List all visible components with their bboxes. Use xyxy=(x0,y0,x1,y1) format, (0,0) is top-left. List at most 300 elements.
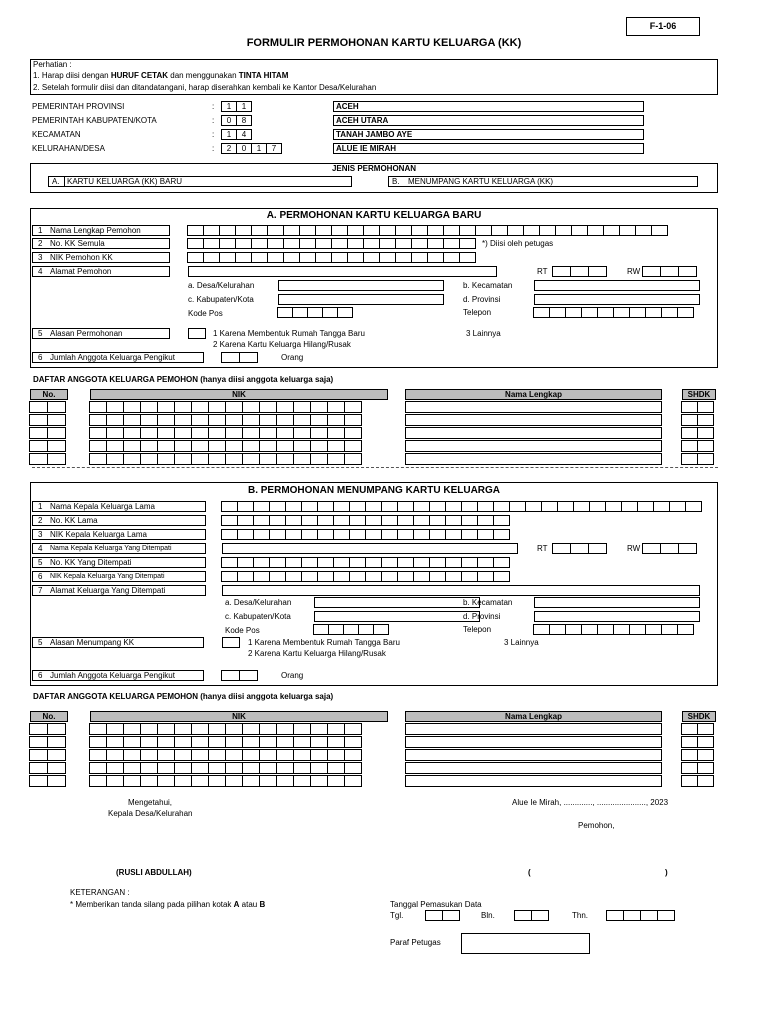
row-no-cells-cell[interactable] xyxy=(47,453,66,465)
row-nik-cells-cell[interactable] xyxy=(157,414,175,426)
nama-kk-lama-cells-cell[interactable] xyxy=(349,501,366,512)
row-nik-cells-cell[interactable] xyxy=(259,440,277,452)
row-nik-cells-cell[interactable] xyxy=(225,453,243,465)
nama-pemohon-cells-cell[interactable] xyxy=(251,225,268,236)
region-code-cell[interactable]: 1 xyxy=(236,101,252,112)
row-nik-cells-cell[interactable] xyxy=(327,453,345,465)
no-kk-semula-cells-cell[interactable] xyxy=(203,238,220,249)
region-code-cell[interactable]: 0 xyxy=(221,115,237,126)
row-nik-cells-cell[interactable] xyxy=(242,736,260,748)
region-code-cell[interactable]: 8 xyxy=(236,115,252,126)
row-nik-cells-cell[interactable] xyxy=(208,401,226,413)
nama-kk-lama-cells-cell[interactable] xyxy=(509,501,526,512)
region-code-cell[interactable]: 0 xyxy=(236,143,252,154)
rt-cells-cell[interactable] xyxy=(570,266,589,277)
rw-cells-cell[interactable] xyxy=(660,543,679,554)
row-nik-cells-cell[interactable] xyxy=(157,453,175,465)
nik-kk-lama-cells-cell[interactable] xyxy=(461,529,478,540)
no-kk-ditempati-cells-cell[interactable] xyxy=(349,557,366,568)
row-nik-cells-cell[interactable] xyxy=(242,440,260,452)
nik-kk-ditempati-cells-cell[interactable] xyxy=(221,571,238,582)
no-kk-lama-cells-cell[interactable] xyxy=(269,515,286,526)
no-kk-ditempati-cells-cell[interactable] xyxy=(333,557,350,568)
row-nik-cells-cell[interactable] xyxy=(208,723,226,735)
row-nik-cells-cell[interactable] xyxy=(157,749,175,761)
no-kk-lama-cells-cell[interactable] xyxy=(301,515,318,526)
no-kk-lama-cells-cell[interactable] xyxy=(461,515,478,526)
kodepos-cells-cell[interactable] xyxy=(307,307,323,318)
row-nik-cells-cell[interactable] xyxy=(123,453,141,465)
nama-pemohon-cells-cell[interactable] xyxy=(603,225,620,236)
row-nik-cells-cell[interactable] xyxy=(242,427,260,439)
row-nik-cells-cell[interactable] xyxy=(242,723,260,735)
row-nik-cells-cell[interactable] xyxy=(140,453,158,465)
telepon-cells-cell[interactable] xyxy=(549,624,566,635)
row-no-cells-cell[interactable] xyxy=(47,723,66,735)
row-nik-cells-cell[interactable] xyxy=(327,775,345,787)
telepon-cells-cell[interactable] xyxy=(581,624,598,635)
row-no-cells-cell[interactable] xyxy=(29,427,48,439)
row-nik-cells-cell[interactable] xyxy=(259,775,277,787)
row-nik-cells-cell[interactable] xyxy=(276,749,294,761)
row-nik-cells-cell[interactable] xyxy=(123,427,141,439)
row-nik-cells-cell[interactable] xyxy=(242,414,260,426)
no-kk-lama-cells-cell[interactable] xyxy=(237,515,254,526)
nama-kk-lama-cells-cell[interactable] xyxy=(317,501,334,512)
desa-field[interactable] xyxy=(278,280,444,291)
telepon-cells-cell[interactable] xyxy=(581,307,598,318)
row-shdk-cells-cell[interactable] xyxy=(697,775,714,787)
row-nik-cells-cell[interactable] xyxy=(276,401,294,413)
telepon-cells-cell[interactable] xyxy=(677,624,694,635)
row-no-cells-cell[interactable] xyxy=(47,401,66,413)
row-nik-cells-cell[interactable] xyxy=(140,762,158,774)
rw-cells-cell[interactable] xyxy=(678,543,697,554)
row-nik-cells-cell[interactable] xyxy=(259,749,277,761)
row-nik-cells-cell[interactable] xyxy=(157,427,175,439)
row-nik-cells-cell[interactable] xyxy=(293,775,311,787)
row-nik-cells-cell[interactable] xyxy=(225,775,243,787)
row-nik-cells-cell[interactable] xyxy=(191,775,209,787)
row-nik-cells-cell[interactable] xyxy=(208,736,226,748)
nama-pemohon-cells-cell[interactable] xyxy=(379,225,396,236)
row-no-cells-cell[interactable] xyxy=(47,775,66,787)
nik-kk-ditempati-cells-cell[interactable] xyxy=(253,571,270,582)
no-kk-ditempati-cells-cell[interactable] xyxy=(285,557,302,568)
row-nik-cells-cell[interactable] xyxy=(259,427,277,439)
telepon-cells-cell[interactable] xyxy=(613,307,630,318)
nama-kk-lama-cells-cell[interactable] xyxy=(589,501,606,512)
row-shdk-cells-cell[interactable] xyxy=(697,440,714,452)
nik-pemohon-cells-cell[interactable] xyxy=(363,252,380,263)
row-nik-cells-cell[interactable] xyxy=(310,453,328,465)
row-nik-cells-cell[interactable] xyxy=(191,401,209,413)
row-nik-cells-cell[interactable] xyxy=(208,427,226,439)
row-nik-cells-cell[interactable] xyxy=(140,414,158,426)
row-nik-cells-cell[interactable] xyxy=(140,749,158,761)
nama-pemohon-cells-cell[interactable] xyxy=(283,225,300,236)
nama-pemohon-cells-cell[interactable] xyxy=(523,225,540,236)
no-kk-semula-cells-cell[interactable] xyxy=(219,238,236,249)
no-kk-ditempati-cells-cell[interactable] xyxy=(413,557,430,568)
nik-pemohon-cells-cell[interactable] xyxy=(283,252,300,263)
alamat-field[interactable] xyxy=(188,266,497,277)
telepon-cells-cell[interactable] xyxy=(677,307,694,318)
row-shdk-cells-cell[interactable] xyxy=(681,723,698,735)
row-shdk-cells-cell[interactable] xyxy=(681,775,698,787)
no-kk-ditempati-cells-cell[interactable] xyxy=(237,557,254,568)
nama-pemohon-cells-cell[interactable] xyxy=(555,225,572,236)
no-kk-lama-cells-cell[interactable] xyxy=(413,515,430,526)
no-kk-lama-cells-cell[interactable] xyxy=(253,515,270,526)
row-nik-cells-cell[interactable] xyxy=(89,775,107,787)
no-kk-semula-cells-cell[interactable] xyxy=(411,238,428,249)
row-nik-cells-cell[interactable] xyxy=(106,401,124,413)
nik-pemohon-cells-cell[interactable] xyxy=(267,252,284,263)
row-nik-cells-cell[interactable] xyxy=(140,775,158,787)
nik-kk-lama-cells-cell[interactable] xyxy=(301,529,318,540)
region-code-cell[interactable]: 7 xyxy=(266,143,282,154)
nama-kk-lama-cells-cell[interactable] xyxy=(573,501,590,512)
row-nik-cells-cell[interactable] xyxy=(191,749,209,761)
nik-pemohon-cells-cell[interactable] xyxy=(203,252,220,263)
no-kk-ditempati-cells-cell[interactable] xyxy=(477,557,494,568)
no-kk-ditempati-cells-cell[interactable] xyxy=(221,557,238,568)
row-nik-cells-cell[interactable] xyxy=(276,723,294,735)
tgl-cells-cell[interactable] xyxy=(442,910,460,921)
row-nik-cells-cell[interactable] xyxy=(89,414,107,426)
nik-kk-lama-cells-cell[interactable] xyxy=(445,529,462,540)
nama-kk-lama-cells-cell[interactable] xyxy=(477,501,494,512)
nama-kk-lama-cells-cell[interactable] xyxy=(365,501,382,512)
row-nama-field[interactable] xyxy=(405,427,662,439)
no-kk-lama-cells-cell[interactable] xyxy=(285,515,302,526)
nik-pemohon-cells-cell[interactable] xyxy=(379,252,396,263)
row-nik-cells-cell[interactable] xyxy=(344,736,362,748)
kodepos-cells-cell[interactable] xyxy=(322,307,338,318)
row-nik-cells-cell[interactable] xyxy=(174,414,192,426)
row-nik-cells-cell[interactable] xyxy=(157,775,175,787)
nik-kk-ditempati-cells-cell[interactable] xyxy=(429,571,446,582)
nik-kk-lama-cells-cell[interactable] xyxy=(285,529,302,540)
rt-cells-cell[interactable] xyxy=(588,543,607,554)
nama-kk-lama-cells-cell[interactable] xyxy=(301,501,318,512)
nama-kk-lama-cells-cell[interactable] xyxy=(669,501,686,512)
thn-cells-cell[interactable] xyxy=(606,910,624,921)
row-nik-cells-cell[interactable] xyxy=(140,723,158,735)
row-nik-cells-cell[interactable] xyxy=(276,453,294,465)
no-kk-lama-cells-cell[interactable] xyxy=(317,515,334,526)
paraf-box[interactable] xyxy=(461,933,590,954)
row-nik-cells-cell[interactable] xyxy=(106,723,124,735)
row-no-cells-cell[interactable] xyxy=(29,440,48,452)
row-nik-cells-cell[interactable] xyxy=(140,427,158,439)
row-nik-cells-cell[interactable] xyxy=(242,401,260,413)
row-nik-cells-cell[interactable] xyxy=(174,723,192,735)
row-shdk-cells-cell[interactable] xyxy=(697,762,714,774)
nama-kk-lama-cells-cell[interactable] xyxy=(381,501,398,512)
jumlah-cells-cell[interactable] xyxy=(239,352,258,363)
row-shdk-cells-cell[interactable] xyxy=(681,736,698,748)
nama-kk-lama-cells-cell[interactable] xyxy=(253,501,270,512)
no-kk-ditempati-cells-cell[interactable] xyxy=(397,557,414,568)
nama-pemohon-cells-cell[interactable] xyxy=(187,225,204,236)
nama-pemohon-cells-cell[interactable] xyxy=(331,225,348,236)
row-nik-cells-cell[interactable] xyxy=(208,453,226,465)
row-nik-cells-cell[interactable] xyxy=(293,414,311,426)
nama-pemohon-cells-cell[interactable] xyxy=(315,225,332,236)
row-nik-cells-cell[interactable] xyxy=(276,775,294,787)
row-nik-cells-cell[interactable] xyxy=(123,723,141,735)
nama-pemohon-cells-cell[interactable] xyxy=(395,225,412,236)
nama-kk-lama-cells-cell[interactable] xyxy=(653,501,670,512)
row-nik-cells-cell[interactable] xyxy=(191,427,209,439)
no-kk-lama-cells-cell[interactable] xyxy=(333,515,350,526)
region-code-cell[interactable]: 4 xyxy=(236,129,252,140)
row-nik-cells-cell[interactable] xyxy=(310,775,328,787)
nik-kk-ditempati-cells-cell[interactable] xyxy=(333,571,350,582)
nik-kk-ditempati-cells-cell[interactable] xyxy=(445,571,462,582)
nik-kk-ditempati-cells-cell[interactable] xyxy=(365,571,382,582)
nik-kk-lama-cells-cell[interactable] xyxy=(237,529,254,540)
row-nik-cells-cell[interactable] xyxy=(106,775,124,787)
row-nik-cells-cell[interactable] xyxy=(344,401,362,413)
no-kk-ditempati-cells-cell[interactable] xyxy=(269,557,286,568)
row-nik-cells-cell[interactable] xyxy=(191,414,209,426)
rt-cells-cell[interactable] xyxy=(552,266,571,277)
kodepos-cells-cell[interactable] xyxy=(292,307,308,318)
row-nik-cells-cell[interactable] xyxy=(123,401,141,413)
no-kk-semula-cells-cell[interactable] xyxy=(187,238,204,249)
jumlah-cells-cell[interactable] xyxy=(221,670,240,681)
thn-cells-cell[interactable] xyxy=(657,910,675,921)
row-nik-cells-cell[interactable] xyxy=(225,736,243,748)
no-kk-semula-cells-cell[interactable] xyxy=(235,238,252,249)
no-kk-semula-cells-cell[interactable] xyxy=(443,238,460,249)
row-nik-cells-cell[interactable] xyxy=(344,440,362,452)
rw-cells-cell[interactable] xyxy=(642,543,661,554)
row-nik-cells-cell[interactable] xyxy=(174,401,192,413)
row-nik-cells-cell[interactable] xyxy=(123,749,141,761)
row-nik-cells-cell[interactable] xyxy=(259,762,277,774)
no-kk-semula-cells-cell[interactable] xyxy=(459,238,476,249)
row-nik-cells-cell[interactable] xyxy=(259,414,277,426)
nik-kk-ditempati-cells-cell[interactable] xyxy=(269,571,286,582)
row-nama-field[interactable] xyxy=(405,723,662,735)
thn-cells-cell[interactable] xyxy=(623,910,641,921)
nama-pemohon-cells-cell[interactable] xyxy=(427,225,444,236)
alamat-ditempati-field[interactable] xyxy=(222,585,700,596)
nik-kk-lama-cells-cell[interactable] xyxy=(269,529,286,540)
nama-kk-lama-cells-cell[interactable] xyxy=(525,501,542,512)
row-nik-cells-cell[interactable] xyxy=(123,775,141,787)
nama-kk-lama-cells-cell[interactable] xyxy=(285,501,302,512)
row-nik-cells-cell[interactable] xyxy=(123,762,141,774)
nik-pemohon-cells-cell[interactable] xyxy=(315,252,332,263)
row-nama-field[interactable] xyxy=(405,414,662,426)
row-no-cells-cell[interactable] xyxy=(29,749,48,761)
row-nik-cells-cell[interactable] xyxy=(310,723,328,735)
row-shdk-cells-cell[interactable] xyxy=(681,440,698,452)
row-no-cells-cell[interactable] xyxy=(29,762,48,774)
row-no-cells-cell[interactable] xyxy=(29,401,48,413)
row-nik-cells-cell[interactable] xyxy=(293,453,311,465)
row-shdk-cells-cell[interactable] xyxy=(697,401,714,413)
row-nik-cells-cell[interactable] xyxy=(89,762,107,774)
nik-kk-ditempati-cells-cell[interactable] xyxy=(301,571,318,582)
kodepos-cells-cell[interactable] xyxy=(337,307,353,318)
row-nik-cells-cell[interactable] xyxy=(344,453,362,465)
rt-cells-cell[interactable] xyxy=(552,543,571,554)
row-nik-cells-cell[interactable] xyxy=(293,736,311,748)
rw-cells-cell[interactable] xyxy=(678,266,697,277)
nik-kk-ditempati-cells-cell[interactable] xyxy=(413,571,430,582)
no-kk-lama-cells-cell[interactable] xyxy=(221,515,238,526)
row-nik-cells-cell[interactable] xyxy=(344,775,362,787)
row-nik-cells-cell[interactable] xyxy=(191,453,209,465)
nama-pemohon-cells-cell[interactable] xyxy=(267,225,284,236)
alasan-checkbox[interactable] xyxy=(188,328,206,339)
kodepos-cells-cell[interactable] xyxy=(373,624,389,635)
row-nik-cells-cell[interactable] xyxy=(293,401,311,413)
telepon-cells-cell[interactable] xyxy=(645,624,662,635)
row-nama-field[interactable] xyxy=(405,453,662,465)
row-nama-field[interactable] xyxy=(405,440,662,452)
row-nik-cells-cell[interactable] xyxy=(310,401,328,413)
row-no-cells-cell[interactable] xyxy=(47,749,66,761)
row-nik-cells-cell[interactable] xyxy=(344,749,362,761)
row-nik-cells-cell[interactable] xyxy=(123,414,141,426)
row-no-cells-cell[interactable] xyxy=(29,775,48,787)
row-nik-cells-cell[interactable] xyxy=(157,736,175,748)
nama-pemohon-cells-cell[interactable] xyxy=(475,225,492,236)
no-kk-ditempati-cells-cell[interactable] xyxy=(381,557,398,568)
nama-pemohon-cells-cell[interactable] xyxy=(635,225,652,236)
row-nik-cells-cell[interactable] xyxy=(276,736,294,748)
row-nik-cells-cell[interactable] xyxy=(174,736,192,748)
no-kk-lama-cells-cell[interactable] xyxy=(477,515,494,526)
row-nik-cells-cell[interactable] xyxy=(174,775,192,787)
region-code-cell[interactable]: 1 xyxy=(251,143,267,154)
nik-kk-ditempati-cells-cell[interactable] xyxy=(381,571,398,582)
nama-kk-ditempati-field[interactable] xyxy=(222,543,518,554)
row-shdk-cells-cell[interactable] xyxy=(681,762,698,774)
telepon-cells-cell[interactable] xyxy=(661,307,678,318)
row-shdk-cells-cell[interactable] xyxy=(697,453,714,465)
nik-kk-lama-cells-cell[interactable] xyxy=(349,529,366,540)
row-nik-cells-cell[interactable] xyxy=(225,414,243,426)
row-nik-cells-cell[interactable] xyxy=(106,736,124,748)
nik-pemohon-cells-cell[interactable] xyxy=(219,252,236,263)
nama-kk-lama-cells-cell[interactable] xyxy=(621,501,638,512)
row-nik-cells-cell[interactable] xyxy=(89,736,107,748)
row-nik-cells-cell[interactable] xyxy=(89,723,107,735)
row-nik-cells-cell[interactable] xyxy=(276,440,294,452)
nik-kk-lama-cells-cell[interactable] xyxy=(221,529,238,540)
row-nik-cells-cell[interactable] xyxy=(327,440,345,452)
row-nik-cells-cell[interactable] xyxy=(174,440,192,452)
no-kk-lama-cells-cell[interactable] xyxy=(397,515,414,526)
kabupaten-field[interactable] xyxy=(314,611,480,622)
provinsi-field[interactable] xyxy=(534,611,700,622)
row-no-cells-cell[interactable] xyxy=(29,453,48,465)
row-nik-cells-cell[interactable] xyxy=(89,440,107,452)
no-kk-ditempati-cells-cell[interactable] xyxy=(493,557,510,568)
row-nik-cells-cell[interactable] xyxy=(259,723,277,735)
row-nik-cells-cell[interactable] xyxy=(140,736,158,748)
row-nik-cells-cell[interactable] xyxy=(310,427,328,439)
row-nik-cells-cell[interactable] xyxy=(293,723,311,735)
telepon-cells-cell[interactable] xyxy=(549,307,566,318)
row-shdk-cells-cell[interactable] xyxy=(697,414,714,426)
row-nik-cells-cell[interactable] xyxy=(157,723,175,735)
region-code-cell[interactable]: 2 xyxy=(221,143,237,154)
telepon-cells-cell[interactable] xyxy=(533,307,550,318)
nik-pemohon-cells-cell[interactable] xyxy=(331,252,348,263)
no-kk-lama-cells-cell[interactable] xyxy=(365,515,382,526)
row-nik-cells-cell[interactable] xyxy=(310,736,328,748)
provinsi-field[interactable] xyxy=(534,294,700,305)
nama-kk-lama-cells-cell[interactable] xyxy=(445,501,462,512)
row-nik-cells-cell[interactable] xyxy=(174,762,192,774)
nik-kk-ditempati-cells-cell[interactable] xyxy=(285,571,302,582)
no-kk-lama-cells-cell[interactable] xyxy=(493,515,510,526)
row-nik-cells-cell[interactable] xyxy=(225,401,243,413)
nik-kk-ditempati-cells-cell[interactable] xyxy=(317,571,334,582)
bln-cells-cell[interactable] xyxy=(514,910,532,921)
kodepos-cells-cell[interactable] xyxy=(328,624,344,635)
row-shdk-cells-cell[interactable] xyxy=(681,427,698,439)
nama-pemohon-cells-cell[interactable] xyxy=(571,225,588,236)
row-nama-field[interactable] xyxy=(405,762,662,774)
row-nik-cells-cell[interactable] xyxy=(208,440,226,452)
jumlah-cells-cell[interactable] xyxy=(221,352,240,363)
row-nik-cells-cell[interactable] xyxy=(89,749,107,761)
row-nik-cells-cell[interactable] xyxy=(344,414,362,426)
nik-kk-ditempati-cells-cell[interactable] xyxy=(237,571,254,582)
nik-pemohon-cells-cell[interactable] xyxy=(299,252,316,263)
no-kk-semula-cells-cell[interactable] xyxy=(315,238,332,249)
row-nik-cells-cell[interactable] xyxy=(106,749,124,761)
row-shdk-cells-cell[interactable] xyxy=(697,427,714,439)
nik-pemohon-cells-cell[interactable] xyxy=(411,252,428,263)
no-kk-semula-cells-cell[interactable] xyxy=(363,238,380,249)
row-nik-cells-cell[interactable] xyxy=(310,414,328,426)
telepon-cells-cell[interactable] xyxy=(629,307,646,318)
no-kk-lama-cells-cell[interactable] xyxy=(349,515,366,526)
row-nik-cells-cell[interactable] xyxy=(191,723,209,735)
row-nama-field[interactable] xyxy=(405,749,662,761)
row-no-cells-cell[interactable] xyxy=(47,762,66,774)
row-nik-cells-cell[interactable] xyxy=(327,427,345,439)
row-no-cells-cell[interactable] xyxy=(29,723,48,735)
row-nik-cells-cell[interactable] xyxy=(174,427,192,439)
no-kk-ditempati-cells-cell[interactable] xyxy=(317,557,334,568)
row-nik-cells-cell[interactable] xyxy=(157,762,175,774)
nik-kk-ditempati-cells-cell[interactable] xyxy=(461,571,478,582)
rt-cells-cell[interactable] xyxy=(570,543,589,554)
telepon-cells-cell[interactable] xyxy=(645,307,662,318)
nama-pemohon-cells-cell[interactable] xyxy=(203,225,220,236)
telepon-cells-cell[interactable] xyxy=(597,307,614,318)
row-no-cells-cell[interactable] xyxy=(47,440,66,452)
row-nik-cells-cell[interactable] xyxy=(276,427,294,439)
row-nik-cells-cell[interactable] xyxy=(208,762,226,774)
nama-pemohon-cells-cell[interactable] xyxy=(443,225,460,236)
nik-kk-lama-cells-cell[interactable] xyxy=(253,529,270,540)
nik-kk-lama-cells-cell[interactable] xyxy=(397,529,414,540)
nik-pemohon-cells-cell[interactable] xyxy=(235,252,252,263)
